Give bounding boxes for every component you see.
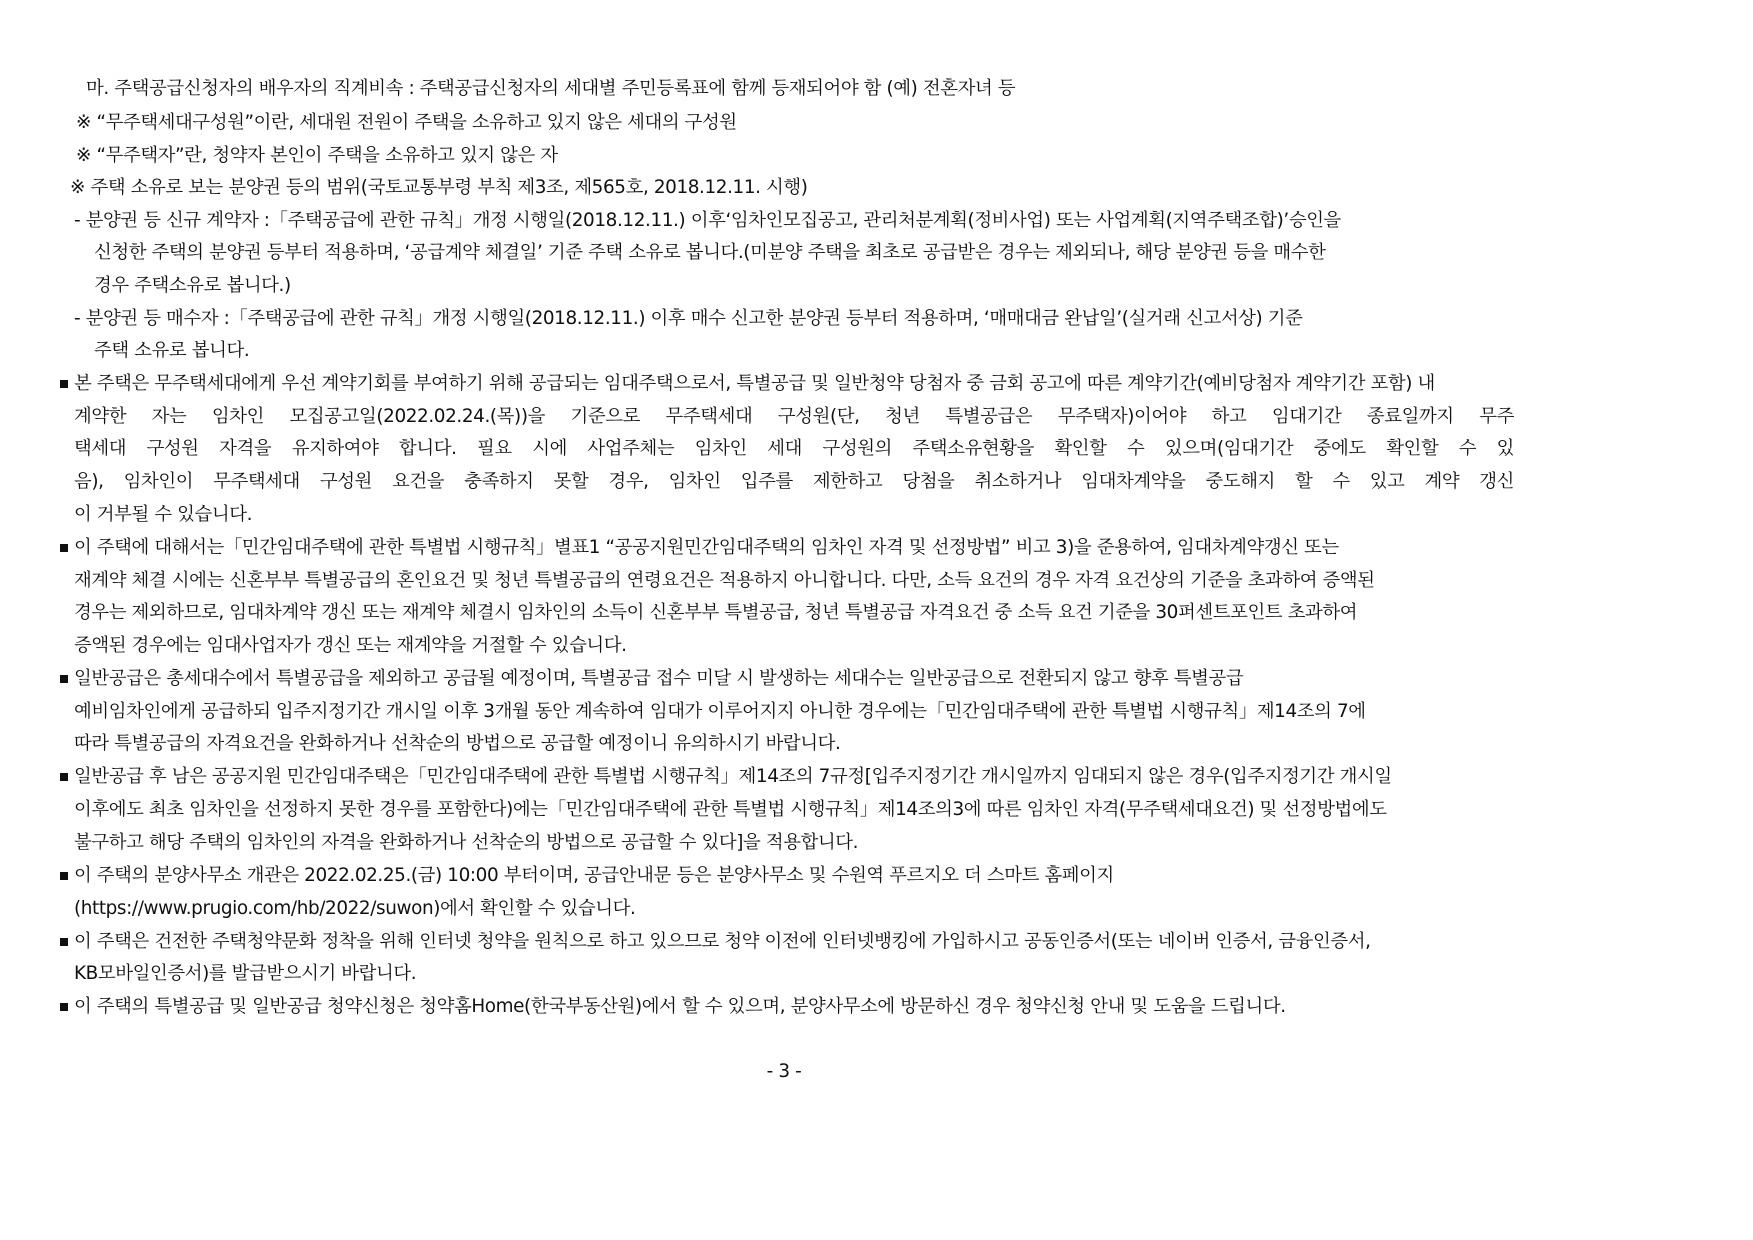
square-bullet-icon: [60, 1003, 68, 1011]
text-line: 이 주택의 특별공급 및 일반공급 청약신청은 청약홈Home(한국부동산원)에서 할 수 있으며, 분양사무소에 방문하신 경우 청약신청 안내 및 도움을 드립니다.: [74, 996, 1286, 1017]
text-line: 이 거부될 수 있습니다.: [74, 504, 253, 525]
text-line: ※ “무주택세대구성원”이란, 세대원 전원이 주택을 소유하고 있지 않은 세대의 구성원: [76, 112, 737, 133]
text-line: 증액된 경우에는 임대사업자가 갱신 또는 재계약을 거절할 수 있습니다.: [74, 635, 627, 656]
page-number: - 3 -: [766, 1061, 802, 1082]
text-line: 음), 임차인이 무주택세대 구성원 요건을 충족하지 못할 경우, 임차인 입주를 제한하고 당첨을 취소하거나 임대차계약을 중도해지 할 수 있고 계약 갱신: [74, 471, 1514, 492]
text-line: 신청한 주택의 분양권 등부터 적용하며, ‘공급계약 체결일’ 기준 주택 소유로 봅니다.(미분양 주택을 최초로 공급받은 경우는 제외되나, 해당 분양권 등을 매수한: [94, 242, 1326, 263]
text-line: 이 주택은 건전한 주택청약문화 정착을 위해 인터넷 청약을 원칙으로 하고 있으므로 청약 이전에 인터넷뱅킹에 가입하시고 공동인증서(또는 네이버 인증서, 금융인증서,: [74, 931, 1371, 952]
text-line: KB모바일인증서)를 발급받으시기 바랍니다.: [74, 963, 417, 984]
square-bullet-icon: [60, 380, 68, 388]
text-line: 계약한 자는 임차인 모집공고일(2022.02.24.(목))을 기준으로 무주택세대 구성원(단, 청년 특별공급은 무주택자)이어야 하고 임대기간 종료일까지 무주: [74, 406, 1514, 427]
url-text: (https://www.prugio.com/hb/2022/suwon)에서 확인할 수 있습니다.: [74, 898, 636, 919]
text-line: 이 주택의 분양사무소 개관은 2022.02.25.(금) 10:00 부터이며, 공급안내문 등은 분양사무소 및 수원역 푸르지오 더 스마트 홈페이지: [74, 865, 1114, 886]
text-line: 예비임차인에게 공급하되 입주지정기간 개시일 이후 3개월 동안 계속하여 임대가 이루어지지 아니한 경우에는「민간임대주택에 관한 특별법 시행규칙」제14조의 7에: [74, 701, 1366, 722]
text-line: 택세대 구성원 자격을 유지하여야 합니다. 필요 시에 사업주체는 임차인 세대 구성원의 주택소유현황을 확인할 수 있으며(임대기간 중에도 확인할 수 있: [74, 438, 1514, 459]
text-line: 일반공급은 총세대수에서 특별공급을 제외하고 공급될 예정이며, 특별공급 접수 미달 시 발생하는 세대수는 일반공급으로 전환되지 않고 향후 특별공급: [74, 668, 1244, 689]
text-line: 경우는 제외하므로, 임대차계약 갱신 또는 재계약 체결시 임차인의 소득이 신혼부부 특별공급, 청년 특별공급 자격요건 중 소득 요건 기준을 30퍼센트포인트 초과하여: [74, 602, 1358, 623]
square-bullet-icon: [60, 675, 68, 683]
text-line: 주택 소유로 봅니다.: [94, 340, 250, 361]
text-line: ※ 주택 소유로 보는 분양권 등의 범위(국토교통부령 부칙 제3조, 제565호, 2018.12.11. 시행): [70, 177, 808, 198]
text-line: 본 주택은 무주택세대에게 우선 계약기회를 부여하기 위해 공급되는 임대주택으로서, 특별공급 및 일반청약 당첨자 중 금회 공고에 따른 계약기간(예비당첨자 계약기간 포함) 내: [74, 373, 1435, 394]
text-line: 재계약 체결 시에는 신혼부부 특별공급의 혼인요건 및 청년 특별공급의 연령요건은 적용하지 아니합니다. 다만, 소득 요건의 경우 자격 요건상의 기준을 초과하여 증액된: [74, 570, 1375, 591]
text-line: 마. 주택공급신청자의 배우자의 직계비속 : 주택공급신청자의 세대별 주민등록표에 함께 등재되어야 함 (예) 전혼자녀 등: [86, 78, 1016, 99]
text-line: 일반공급 후 남은 공공지원 민간임대주택은「민간임대주택에 관한 특별법 시행규칙」제14조의 7규정[입주지정기간 개시일까지 임대되지 않은 경우(입주지정기간 개시일: [74, 766, 1392, 787]
text-line: ※ “무주택자”란, 청약자 본인이 주택을 소유하고 있지 않은 자: [76, 145, 558, 166]
text-line: 이후에도 최초 임차인을 선정하지 못한 경우를 포함한다)에는「민간임대주택에 관한 특별법 시행규칙」제14조의3에 따른 임차인 자격(무주택세대요건) 및 선정방법에도: [74, 799, 1387, 820]
square-bullet-icon: [60, 544, 68, 552]
square-bullet-icon: [60, 773, 68, 781]
text-line: - 분양권 등 신규 계약자 :「주택공급에 관한 규칙」개정 시행일(2018.12.11.) 이후‘임차인모집공고, 관리처분계획(정비사업) 또는 사업계획(지역주택조합)’승인을: [74, 210, 1341, 231]
text-line: - 분양권 등 매수자 :「주택공급에 관한 규칙」개정 시행일(2018.12.11.) 이후 매수 신고한 분양권 등부터 적용하며, ‘매매대금 완납일’(실거래 신고서상) 기준: [74, 308, 1303, 329]
text-line: 경우 주택소유로 봅니다.): [94, 275, 291, 296]
text-line: 따라 특별공급의 자격요건을 완화하거나 선착순의 방법으로 공급할 예정이니 유의하시기 바랍니다.: [74, 733, 841, 754]
text-line: 불구하고 해당 주택의 임차인의 자격을 완화하거나 선착순의 방법으로 공급할 수 있다]을 적용합니다.: [74, 832, 859, 853]
text-line: 이 주택에 대해서는「민간임대주택에 관한 특별법 시행규칙」별표1 “공공지원민간임대주택의 임차인 자격 및 선정방법” 비고 3)을 준용하여, 임대차계약갱신 또는: [74, 537, 1339, 558]
square-bullet-icon: [60, 938, 68, 946]
square-bullet-icon: [60, 872, 68, 880]
